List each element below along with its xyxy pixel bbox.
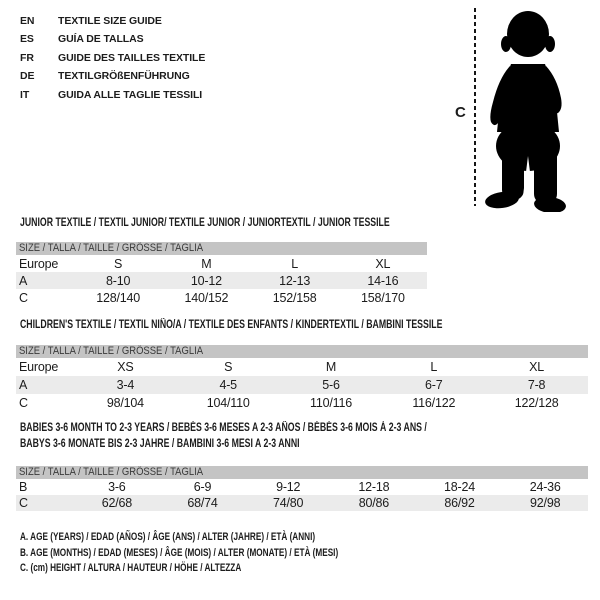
table-row-c: [16, 495, 588, 511]
cell: 128/140: [96, 290, 141, 305]
section-title-children-text: CHILDREN'S TEXTILE / TEXTIL NIÑO/A / TEXTILE DES ENFANTS / KINDERTEXTIL / BAMBINI TESSILE: [20, 319, 443, 331]
table-row-a: [16, 272, 427, 289]
language-code: ES: [20, 33, 34, 46]
section-title-babies-line1: BABIES 3-6 MONTH TO 2-3 YEARS / BEBÉS 3-6 MESES A 2-3 AÑOS / BÉBÉS 3-6 MOIS À 2-3 ANS /: [20, 422, 427, 434]
row-label: C: [19, 496, 28, 510]
cell: 10-12: [190, 273, 222, 288]
size-header-bar-text: SIZE / TALLA / TAILLE / GRÖSSE / TAGLIA: [19, 466, 204, 478]
language-title: GUIDE DES TAILLES TEXTILE: [58, 51, 206, 64]
section-title-children: [20, 317, 576, 333]
cell: 14-16: [367, 273, 399, 288]
cell: 18-24: [444, 480, 476, 494]
cell: 8-10: [106, 273, 131, 288]
table-header-row: [16, 255, 427, 272]
language-row-it: [20, 86, 205, 104]
cell: 3-4: [116, 378, 135, 392]
cell: 6-9: [193, 480, 212, 494]
footnote-a: [20, 530, 439, 546]
language-row-de: [20, 67, 205, 85]
column-header: M: [201, 256, 212, 271]
language-code: DE: [20, 70, 35, 83]
cell: 80/86: [358, 496, 389, 510]
column-header: S: [224, 360, 233, 374]
size-header-bar: [16, 345, 588, 358]
cell: 6-7: [425, 378, 443, 392]
column-header: L: [430, 360, 438, 374]
cell: 4-5: [219, 378, 237, 392]
cell: 152/158: [272, 290, 317, 305]
cell: 98/104: [106, 396, 144, 410]
cell: 24-36: [529, 480, 561, 494]
column-header: L: [291, 256, 298, 271]
cell: 3-6: [108, 480, 126, 494]
height-dashed-line: [474, 8, 476, 206]
baby-silhouette-icon: [480, 8, 576, 212]
cell: 116/122: [412, 396, 456, 410]
cell: 5-6: [322, 378, 340, 392]
language-title: TEXTILGRÖßENFÜHRUNG: [58, 70, 190, 83]
section-title-junior-text: JUNIOR TEXTILE / TEXTIL JUNIOR/ TEXTILE JUNIOR / JUNIORTEXTIL / JUNIOR TESSILE: [20, 217, 390, 229]
footnotes: [20, 530, 439, 577]
table-row-a: [16, 376, 588, 394]
row-label: A: [19, 378, 28, 392]
size-table-junior: [16, 242, 427, 306]
cell: 104/110: [206, 396, 250, 410]
section-title-babies-line2: BABYS 3-6 MONATE BIS 2-3 JAHRE / BAMBINI 3-6 MESI A 2-3 ANNI: [20, 438, 300, 450]
footnote-c: [20, 561, 439, 577]
row-label: C: [19, 290, 28, 305]
footnote-c-text: C. (cm) HEIGHT / ALTURA / HAUTEUR / HÖHE / ALTEZZA: [20, 562, 242, 575]
language-list: [20, 12, 205, 104]
section-title-junior: [20, 215, 506, 231]
footnote-b: [20, 546, 439, 562]
language-title: GUÍA DE TALLAS: [58, 33, 144, 46]
column-header: XL: [375, 256, 391, 271]
table-row-c: [16, 394, 588, 412]
language-row-es: [20, 30, 205, 48]
row-label: B: [19, 480, 28, 494]
column-header: XL: [529, 360, 545, 374]
column-header: Europe: [19, 256, 59, 271]
size-header-bar: [16, 466, 588, 479]
height-label-c: C: [455, 104, 466, 121]
language-row-fr: [20, 49, 205, 67]
column-header: XS: [117, 360, 134, 374]
column-header: M: [325, 360, 337, 374]
footnote-b-text: B. AGE (MONTHS) / EDAD (MESES) / ÂGE (MOIS) / ALTER (MONATE) / ETÀ (MESI): [20, 546, 339, 559]
cell: 68/74: [187, 496, 218, 510]
language-code: FR: [20, 51, 34, 64]
language-code: IT: [20, 88, 30, 101]
cell: 140/152: [184, 290, 229, 305]
language-row-en: [20, 12, 205, 30]
cell: 12-13: [279, 273, 311, 288]
cell: 62/68: [101, 496, 132, 510]
language-code: EN: [20, 15, 35, 27]
cell: 7-8: [527, 378, 546, 392]
cell: 158/170: [360, 290, 405, 305]
section-title-babies: [20, 420, 555, 452]
size-table-children: [16, 345, 588, 412]
language-title: TEXTILE SIZE GUIDE: [58, 15, 162, 27]
row-label: C: [19, 396, 28, 410]
footnote-a-text: A. AGE (YEARS) / EDAD (AÑOS) / ÂGE (ANS) / ALTER (JAHRE) / ETÀ (ANNI): [20, 531, 316, 543]
size-header-bar-text: SIZE / TALLA / TAILLE / GRÖSSE / TAGLIA: [19, 345, 204, 357]
table-header-row: [16, 358, 588, 376]
cell: 92/98: [530, 496, 561, 510]
cell: 122/128: [514, 396, 559, 410]
size-header-bar-text: SIZE / TALLA / TAILLE / GRÖSSE / TAGLIA: [19, 242, 204, 254]
cell: 9-12: [276, 480, 301, 494]
size-header-bar: [16, 242, 427, 255]
table-row-b: [16, 479, 588, 495]
language-title: GUIDA ALLE TAGLIE TESSILI: [58, 88, 203, 101]
table-row-c: [16, 289, 427, 306]
column-header: S: [114, 256, 123, 271]
column-header: Europe: [19, 360, 59, 374]
cell: 110/116: [310, 396, 352, 410]
size-table-babies: [16, 466, 588, 511]
cell: 86/92: [444, 496, 475, 510]
cell: 74/80: [273, 496, 304, 510]
cell: 12-18: [358, 480, 390, 494]
row-label: A: [19, 273, 28, 288]
